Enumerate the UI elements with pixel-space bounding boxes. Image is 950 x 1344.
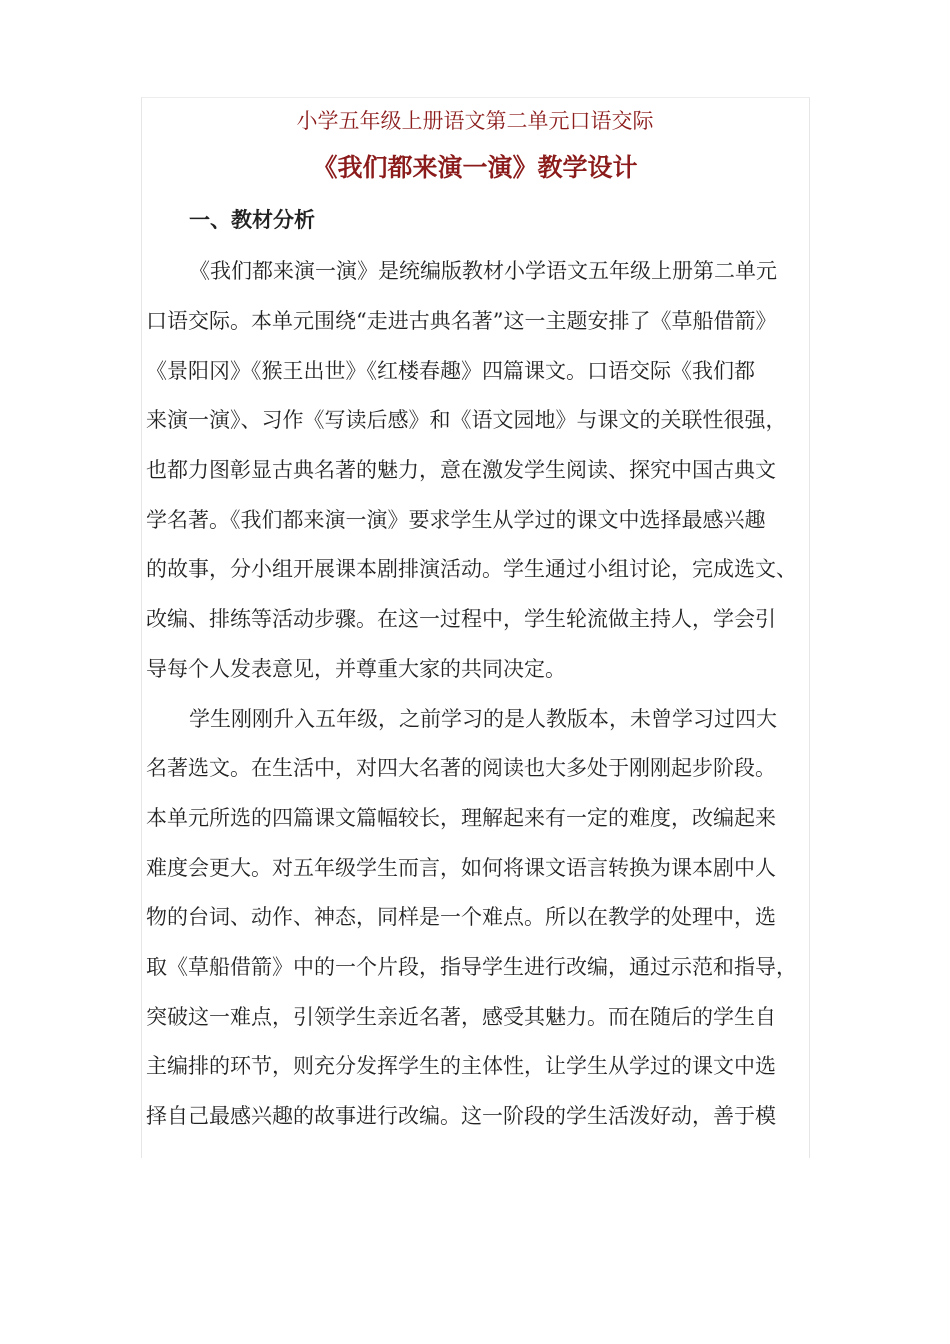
- body-line: 学生刚刚升入五年级，之前学习的是人教版本，未曾学习过四大: [189, 707, 777, 731]
- body-line: 名著选文。在生活中，对四大名著的阅读也大多处于刚刚起步阶段。: [146, 756, 776, 780]
- body-line: 主编排的环节，则充分发挥学生的主体性，让学生从学过的课文中选: [146, 1054, 776, 1078]
- body-line: 难度会更大。对五年级学生而言，如何将课文语言转换为课本剧中人: [146, 856, 776, 880]
- body-line: 突破这一难点，引领学生亲近名著，感受其魅力。而在随后的学生自: [146, 1005, 776, 1029]
- body-line: 口语交际。本单元围绕“走进古典名著”这一主题安排了《草船借箭》: [146, 309, 777, 333]
- body-line: 本单元所选的四篇课文篇幅较长，理解起来有一定的难度，改编起来: [146, 806, 776, 830]
- section-heading: 一、教材分析: [189, 207, 315, 232]
- body-line: 导每个人发表意见，并尊重大家的共同决定。: [146, 657, 566, 681]
- body-line: 的故事，分小组开展课本剧排演活动。学生通过小组讨论，完成选文、: [146, 557, 797, 581]
- body-line: 取《草船借箭》中的一个片段，指导学生进行改编，通过示范和指导，: [146, 955, 797, 979]
- body-line: 改编、排练等活动步骤。在这一过程中，学生轮流做主持人，学会引: [146, 607, 776, 631]
- body-line: 择自己最感兴趣的故事进行改编。这一阶段的学生活泼好动，善于模: [146, 1104, 776, 1128]
- body-line: 来演一演》、习作《写读后感》和《语文园地》与课文的关联性很强，: [146, 408, 787, 432]
- body-line: 《景阳冈》《猴王出世》《红楼春趣》四篇课文。口语交际《我们都: [146, 359, 755, 383]
- body-line: 也都力图彰显古典名著的魅力，意在激发学生阅读、探究中国古典文: [146, 458, 776, 482]
- body-line: 物的台词、动作、神态，同样是一个难点。所以在教学的处理中，选: [146, 905, 776, 929]
- document-title: 《我们都来演一演》教学设计: [312, 153, 638, 182]
- document-subtitle: 小学五年级上册语文第二单元口语交际: [296, 109, 654, 133]
- body-line: 学名著。《我们都来演一演》要求学生从学过的课文中选择最感兴趣: [146, 508, 766, 532]
- body-line: 《我们都来演一演》是统编版教材小学语文五年级上册第二单元: [189, 259, 777, 283]
